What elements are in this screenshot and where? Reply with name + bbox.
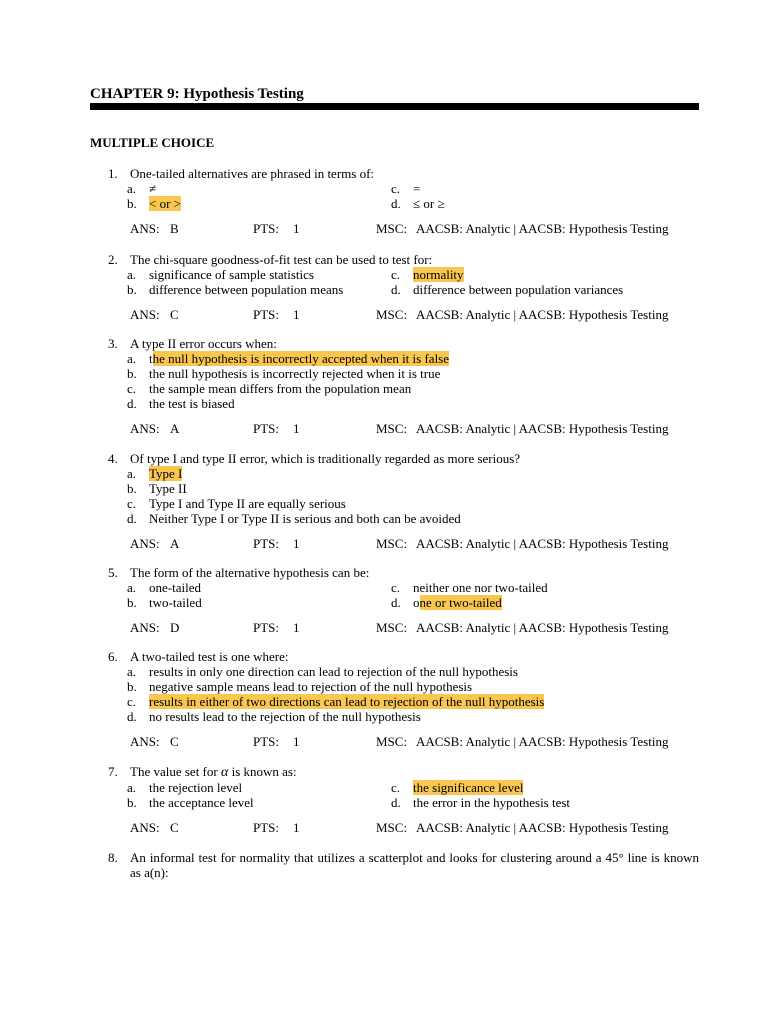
question-8 xyxy=(108,850,708,880)
answer-line xyxy=(108,820,708,835)
question-7 xyxy=(108,764,708,835)
pts-label: PTS: xyxy=(253,221,280,236)
question-number: 1. xyxy=(108,166,118,181)
ans-value: A xyxy=(170,421,180,436)
question-text: A two-tailed test is one where: xyxy=(130,649,289,664)
question-1 xyxy=(108,166,708,236)
option-row: d. no results lead to the rejection of the null hypothesis xyxy=(127,709,421,724)
pts-label: PTS: xyxy=(253,734,280,749)
question-number: 5. xyxy=(108,565,118,580)
ans-value: C xyxy=(170,307,179,322)
question-number: 3. xyxy=(108,336,118,351)
option-row: b. the acceptance level d. the error in the hypothesis test xyxy=(127,795,571,810)
answer-line xyxy=(108,221,708,236)
question-text: Of type I and type II error, which is traditionally regarded as more serious? xyxy=(130,451,521,466)
pts-value: 1 xyxy=(293,307,300,322)
pts-value: 1 xyxy=(293,221,300,236)
question-stem xyxy=(108,565,708,580)
pts-label: PTS: xyxy=(253,307,280,322)
pts-value: 1 xyxy=(293,734,300,749)
msc-label: MSC: xyxy=(376,421,408,436)
ans-label: ANS: xyxy=(130,221,160,236)
option-row: d. Neither Type I or Type II is serious and both can be avoided xyxy=(127,511,461,526)
ans-value: C xyxy=(170,820,179,835)
ans-label: ANS: xyxy=(130,734,160,749)
option-row: a. one-tailed c. neither one nor two-tailed xyxy=(127,580,548,595)
ans-label: ANS: xyxy=(130,620,160,635)
ans-value: B xyxy=(170,221,179,236)
msc-label: MSC: xyxy=(376,536,408,551)
msc-label: MSC: xyxy=(376,221,408,236)
question-3 xyxy=(108,336,708,436)
ans-label: ANS: xyxy=(130,307,160,322)
question-text: One-tailed alternatives are phrased in terms of: xyxy=(130,166,375,181)
pts-label: PTS: xyxy=(253,421,280,436)
question-text: The chi-square goodness-of-fit test can be used to test for: xyxy=(130,252,433,267)
question-stem xyxy=(108,649,708,664)
option-row: a. results in only one direction can lead to rejection of the null hypothesis xyxy=(127,664,518,679)
answer-line xyxy=(108,536,708,551)
question-stem xyxy=(108,166,708,181)
msc-value: AACSB: Analytic | AACSB: Hypothesis Testing xyxy=(416,734,669,749)
msc-label: MSC: xyxy=(376,307,408,322)
pts-label: PTS: xyxy=(253,536,280,551)
question-text: A type II error occurs when: xyxy=(130,336,277,351)
question-number: 4. xyxy=(108,451,118,466)
ans-value: C xyxy=(170,734,179,749)
question-4 xyxy=(108,451,708,551)
answer-line xyxy=(108,734,708,749)
ans-label: ANS: xyxy=(130,421,160,436)
question-number: 7. xyxy=(108,764,118,779)
answer-line xyxy=(108,421,708,436)
pts-value: 1 xyxy=(293,820,300,835)
answer-line xyxy=(108,307,708,322)
chapter-title: CHAPTER 9: Hypothesis Testing xyxy=(90,86,304,102)
pts-label: PTS: xyxy=(253,820,280,835)
question-5 xyxy=(108,565,708,635)
option-row: d. the test is biased xyxy=(127,396,235,411)
alpha-symbol: α xyxy=(220,765,229,780)
msc-value: AACSB: Analytic | AACSB: Hypothesis Testing xyxy=(416,421,669,436)
answer-line xyxy=(108,620,708,635)
question-number: 2. xyxy=(108,252,118,267)
option-row: b. two-tailed d. one or two-tailed xyxy=(127,595,502,610)
option-row: b. difference between population means d. difference between population variances xyxy=(127,282,624,297)
pts-value: 1 xyxy=(293,421,300,436)
option-row: b. the null hypothesis is incorrectly rejected when it is true xyxy=(127,366,441,381)
msc-value: AACSB: Analytic | AACSB: Hypothesis Testing xyxy=(416,820,669,835)
option-row: a. Type I xyxy=(127,466,183,481)
option-row: a. the null hypothesis is incorrectly accepted when it is false xyxy=(127,351,450,366)
ans-label: ANS: xyxy=(130,536,160,551)
question-6 xyxy=(108,649,708,749)
question-2 xyxy=(108,252,708,322)
question-number: 6. xyxy=(108,649,118,664)
msc-label: MSC: xyxy=(376,620,408,635)
pts-label: PTS: xyxy=(253,620,280,635)
option-row: a. significance of sample statistics c. normality xyxy=(127,267,464,282)
ans-label: ANS: xyxy=(130,820,160,835)
msc-label: MSC: xyxy=(376,734,408,749)
option-row: a. ≠ c. = xyxy=(127,181,421,196)
msc-value: AACSB: Analytic | AACSB: Hypothesis Testing xyxy=(416,536,669,551)
option-row: c. Type I and Type II are equally serious xyxy=(127,496,346,511)
pts-value: 1 xyxy=(293,536,300,551)
question-stem xyxy=(108,764,708,780)
question-stem xyxy=(108,850,699,880)
ans-value: D xyxy=(170,620,180,635)
question-number: 8. xyxy=(108,850,118,865)
question-stem xyxy=(108,336,708,351)
msc-value: AACSB: Analytic | AACSB: Hypothesis Testing xyxy=(416,221,669,236)
question-text: The form of the alternative hypothesis can be: xyxy=(130,565,370,580)
question-stem xyxy=(108,451,708,466)
pts-value: 1 xyxy=(293,620,300,635)
question-stem xyxy=(108,252,708,267)
question-text: The value set for α is known as: xyxy=(130,764,297,780)
option-row: b. Type II xyxy=(127,481,187,496)
title-rule xyxy=(90,103,699,110)
option-row: b. negative sample means lead to rejection of the null hypothesis xyxy=(127,679,473,694)
msc-value: AACSB: Analytic | AACSB: Hypothesis Testing xyxy=(416,620,669,635)
msc-label: MSC: xyxy=(376,820,408,835)
ans-value: A xyxy=(170,536,180,551)
msc-value: AACSB: Analytic | AACSB: Hypothesis Testing xyxy=(416,307,669,322)
option-row: a. the rejection level c. the significance level xyxy=(127,780,524,795)
section-title: MULTIPLE CHOICE xyxy=(90,135,215,150)
question-text: An informal test for normality that utilizes a scatterplot and looks for clustering around a 45° line is known as a(n): xyxy=(130,850,699,880)
option-row: c. results in either of two directions can lead to rejection of the null hypothesis xyxy=(127,694,545,709)
option-row: c. the sample mean differs from the population mean xyxy=(127,381,412,396)
option-row: b. < or > d. ≤ or ≥ xyxy=(127,196,445,211)
